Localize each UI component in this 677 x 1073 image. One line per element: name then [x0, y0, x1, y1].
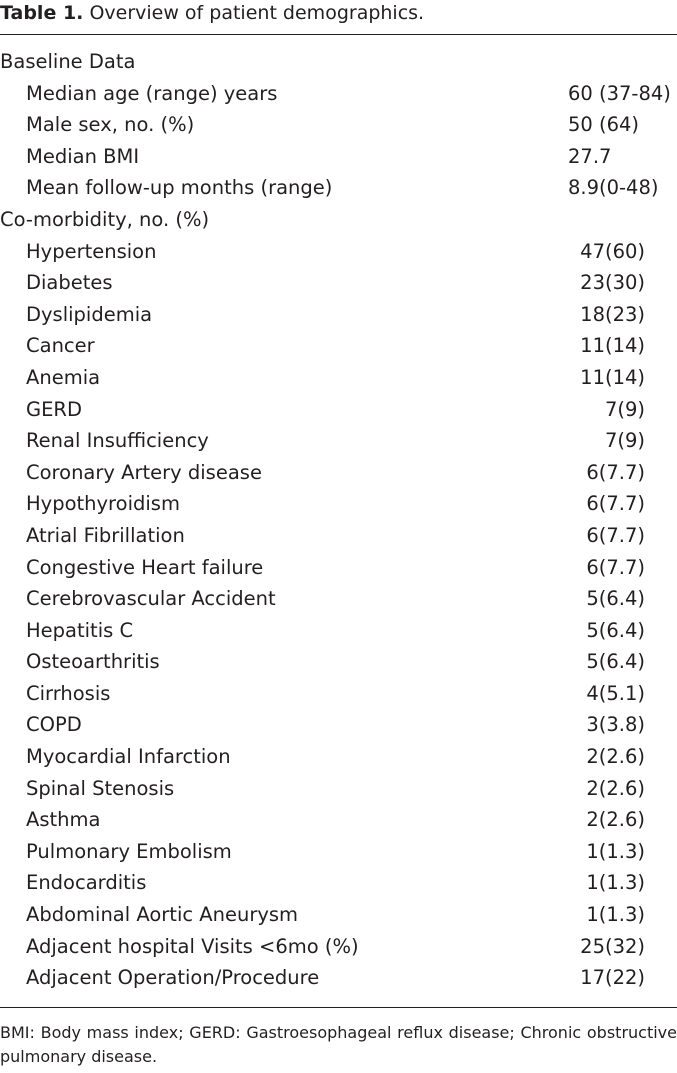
row-label: Cancer — [26, 334, 95, 358]
table-row — [0, 488, 677, 520]
row-value: 1(1.3) — [586, 839, 645, 863]
section-heading: Co-morbidity, no. (%) — [0, 207, 210, 231]
row-label: Diabetes — [26, 271, 113, 295]
row-label: Cirrhosis — [26, 681, 111, 705]
table-footnote: BMI: Body mass index; GERD: Gastroesophageal reflux disease; Chronic obstructive pulmonary disease. — [0, 1023, 677, 1066]
row-label: Myocardial Infarction — [26, 745, 231, 769]
row-value: 1(1.3) — [586, 871, 645, 895]
table-row — [0, 520, 677, 552]
row-label: Atrial Fibrillation — [26, 523, 185, 547]
row-value: 11(14) — [580, 365, 645, 389]
table-top-rule — [0, 34, 677, 35]
row-label: Mean follow-up months (range) — [26, 176, 333, 200]
table-row — [0, 646, 677, 678]
row-label: Spinal Stenosis — [26, 776, 175, 800]
table-row — [0, 425, 677, 457]
table-row — [0, 362, 677, 394]
table-section-row — [0, 204, 677, 236]
table-row — [0, 773, 677, 805]
row-label: Hypertension — [26, 239, 157, 263]
row-label: Pulmonary Embolism — [26, 839, 232, 863]
table-row — [0, 899, 677, 931]
table-caption-label: Table 1. — [0, 2, 84, 24]
row-label: Median BMI — [26, 144, 140, 168]
row-value: 5(6.4) — [586, 587, 645, 611]
row-value: 18(23) — [580, 302, 645, 326]
row-label: Adjacent Operation/Procedure — [26, 966, 320, 990]
table-row — [0, 172, 677, 204]
table-row — [0, 267, 677, 299]
table-row — [0, 709, 677, 741]
row-label: Male sex, no. (%) — [26, 113, 195, 137]
table-row — [0, 615, 677, 647]
table-caption-text: Overview of patient demographics. — [89, 2, 425, 24]
table-row — [0, 741, 677, 773]
row-label: Hypothyroidism — [26, 492, 180, 516]
section-heading: Baseline Data — [0, 50, 136, 73]
row-value: 8.9(0-48) — [568, 176, 659, 200]
table-caption — [0, 0, 424, 28]
row-value: 3(3.8) — [586, 713, 645, 737]
row-value: 6(7.7) — [586, 492, 645, 516]
table-row — [0, 804, 677, 836]
table-row — [0, 867, 677, 899]
table-row — [0, 931, 677, 963]
row-value: 1(1.3) — [586, 903, 645, 927]
row-label: Endocarditis — [26, 871, 147, 895]
row-value: 2(2.6) — [586, 745, 645, 769]
row-label: Cerebrovascular Accident — [26, 587, 276, 611]
table-row — [0, 583, 677, 615]
table-row — [0, 299, 677, 331]
row-value: 25(32) — [580, 934, 645, 958]
table-bottom-rule — [0, 1007, 677, 1008]
row-value: 5(6.4) — [586, 650, 645, 674]
table-row — [0, 836, 677, 868]
table-section-row — [0, 46, 677, 78]
table-row — [0, 109, 677, 141]
table-body — [0, 46, 677, 994]
row-label: Anemia — [26, 365, 101, 389]
row-label: Adjacent hospital Visits <6mo (%) — [26, 934, 359, 958]
table-row — [0, 457, 677, 489]
row-label: COPD — [26, 713, 82, 737]
table-row — [0, 78, 677, 110]
table-row — [0, 552, 677, 584]
row-value: 5(6.4) — [586, 618, 645, 642]
row-label: Dyslipidemia — [26, 302, 153, 326]
row-label: Asthma — [26, 808, 101, 832]
row-value: 7(9) — [604, 429, 645, 453]
row-value: 6(7.7) — [586, 523, 645, 547]
table-row — [0, 236, 677, 268]
row-value: 11(14) — [580, 334, 645, 358]
row-label: Abdominal Aortic Aneurysm — [26, 903, 299, 927]
row-value: 2(2.6) — [586, 808, 645, 832]
table-row — [0, 678, 677, 710]
row-value: 60 (37-84) — [568, 81, 671, 105]
row-label: Median age (range) years — [26, 81, 278, 105]
table-row — [0, 394, 677, 426]
row-value: 7(9) — [604, 397, 645, 421]
row-label: GERD — [26, 397, 82, 421]
row-label: Osteoarthritis — [26, 650, 160, 674]
table-row — [0, 962, 677, 994]
row-label: Congestive Heart failure — [26, 555, 264, 579]
row-value: 47(60) — [580, 239, 645, 263]
row-value: 2(2.6) — [586, 776, 645, 800]
row-label: Coronary Artery disease — [26, 460, 262, 484]
row-value: 27.7 — [568, 144, 612, 168]
row-value: 23(30) — [580, 271, 645, 295]
row-value: 6(7.7) — [586, 555, 645, 579]
row-value: 6(7.7) — [586, 460, 645, 484]
table-row — [0, 141, 677, 173]
row-value: 50 (64) — [568, 113, 640, 137]
row-label: Hepatitis C — [26, 618, 134, 642]
row-value: 4(5.1) — [586, 681, 645, 705]
row-value: 17(22) — [580, 966, 645, 990]
row-label: Renal Insufficiency — [26, 429, 209, 453]
table-row — [0, 330, 677, 362]
